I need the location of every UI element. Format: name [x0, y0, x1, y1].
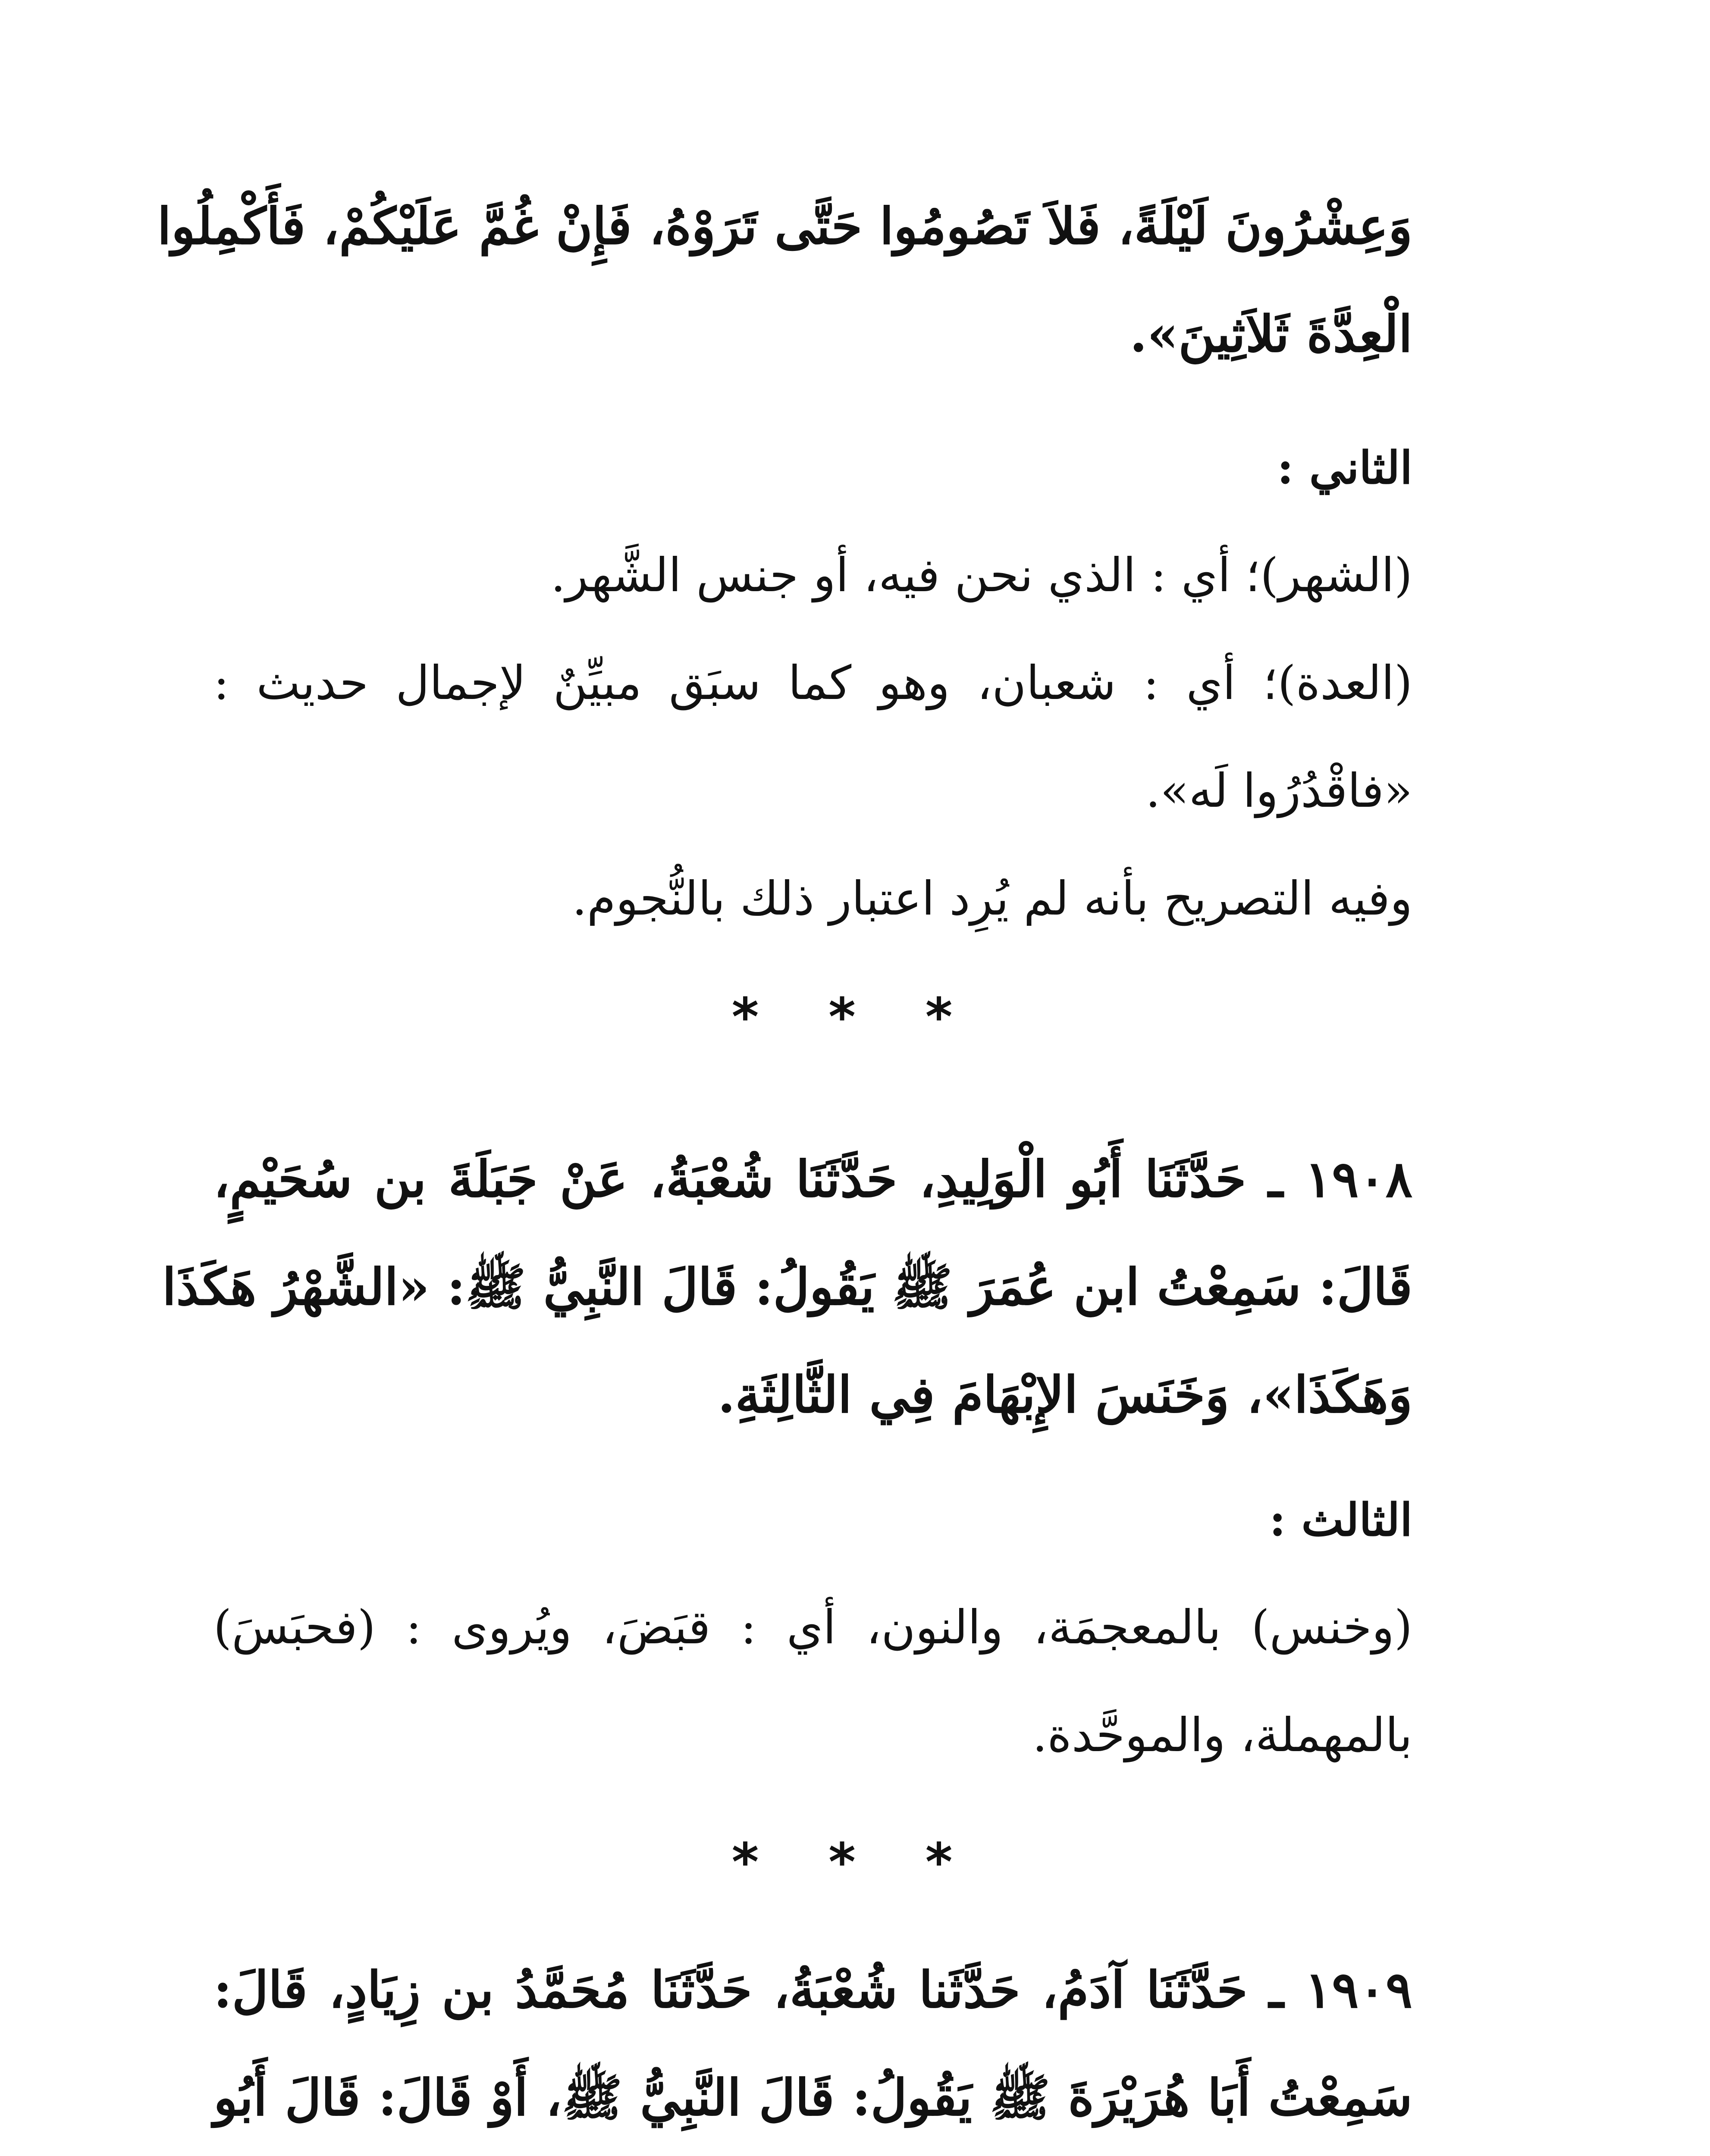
hadith-text-line: وَعِشْرُونَ لَيْلَةً، فَلاَ تَصُومُوا حَتَّى تَرَوْهُ، فَإِنْ غُمَّ عَلَيْكُمْ، فَأَكْمِلُوا [157, 197, 1412, 256]
hadith-text-line: ١٩٠٨ ـ حَدَّثَنَا أَبُو الْوَلِيدِ، حَدَّثَنَا شُعْبَةُ، عَنْ جَبَلَةَ بن سُحَيْمٍ، [213, 1150, 1412, 1209]
commentary-paragraph: «فاقْدُرُوا لَه». [1145, 764, 1412, 818]
commentary-paragraph: بالمهملة، والموحَّدة. [1032, 1708, 1412, 1762]
commentary-heading: الثاني : [1277, 441, 1412, 494]
commentary-section-third [213, 1466, 1412, 1789]
hadith-continuation [157, 172, 1412, 388]
hadith-text-line: وَهَكَذَا»، وَخَنَسَ الإِبْهَامَ فِي الثَّالِثَةِ. [718, 1366, 1412, 1424]
section-separator: * * * [731, 987, 979, 1047]
hadith-text-line: سَمِعْتُ أَبَا هُرَيْرَةَ ﷺ يَقُولُ: قَالَ النَّبِيُّ ﷺ، أَوْ قَالَ: قَالَ أَبُو [213, 2068, 1412, 2127]
commentary-paragraph: (العدة)؛ أي : شعبان، وهو كما سبَق مبيِّنٌ لإجمال حديث : [213, 656, 1412, 710]
hadith-text-line [213, 2152, 1412, 2156]
hadith-text-line: قَالَ: سَمِعْتُ ابن عُمَرَ ﷺ يَقُولُ: قَالَ النَّبِيُّ ﷺ: «الشَّهْرُ هَكَذَا [162, 1258, 1412, 1316]
commentary-heading: الثالث : [1269, 1493, 1412, 1546]
commentary-section-second [213, 414, 1412, 953]
commentary-paragraph: (وخنس) بالمعجمَة، والنون، أي : قبَضَ، ويُروى : (فحبَسَ) [213, 1601, 1412, 1655]
hadith-text-line: الْعِدَّةَ ثَلاَثِينَ». [1130, 305, 1412, 364]
hadith-1909 [213, 1936, 1412, 2156]
section-separator: * * * [731, 1833, 979, 1893]
commentary-paragraph: (الشهر)؛ أي : الذي نحن فيه، أو جنس الشَّهر. [550, 548, 1412, 602]
commentary-paragraph: وفيه التصريح بأنه لم يُرِد اعتبار ذلك بالنُّجوم. [572, 872, 1412, 926]
hadith-1908 [162, 1125, 1412, 1449]
hadith-text-line: ١٩٠٩ ـ حَدَّثَنَا آدَمُ، حَدَّثَنا شُعْبَةُ، حَدَّثَنَا مُحَمَّدُ بن زِيَادٍ، قَالَ: [213, 1961, 1412, 2019]
